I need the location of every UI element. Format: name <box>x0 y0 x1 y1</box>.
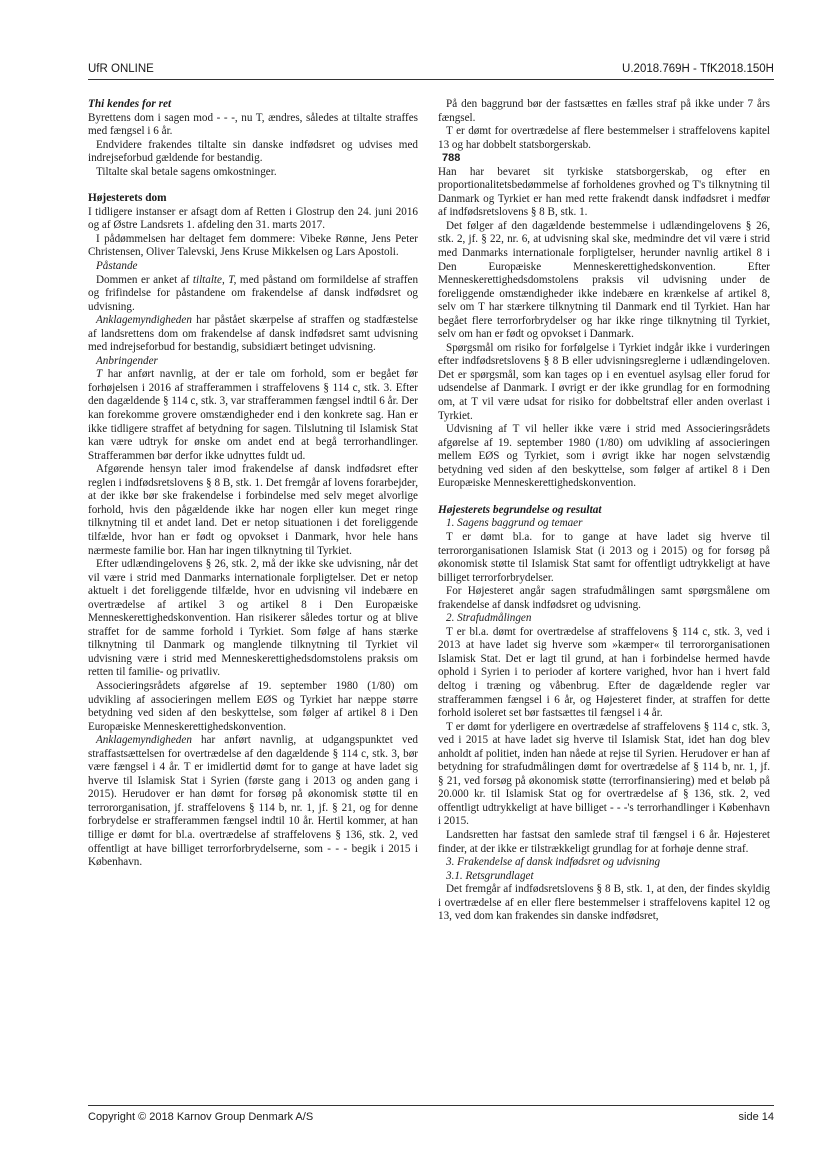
subheading: 1. Sagens baggrund og temaer <box>446 517 583 530</box>
text-run: med påstand om formildelse af straffen og frifindelse for påstandene om frakendelse af dansk indfødsret og udvisning. <box>88 273 419 313</box>
text-run: Anklagemyndigheden <box>96 314 192 327</box>
section-heading-thi: Thi kendes for ret <box>88 98 172 110</box>
paragraph <box>88 274 418 315</box>
text-run: T <box>96 368 103 381</box>
paragraph <box>88 734 418 869</box>
left-column <box>88 98 418 870</box>
paragraph: T er bl.a. dømt for overtrædelse af straffelovens § 114 c, stk. 3, ved i 2013 at have ladet sig hverve som »kæmper« til terrororganisationen Islamisk Stat. Det er lagt til grund, at han i forbindelse hermed havde ophold i Syrien i to perioder af kortere varighed, hvor han i hvert fald deltog i træning og våbenbrug. Efter de dagældende regler var strafferammen fængsel i 6 år, og Højesteret finder, at straffen for dette forhold isoleret set bør fastsættes til fængsel i 4 år. <box>438 625 770 720</box>
paragraph: Associeringsrådets afgørelse af 19. september 1980 (1/80) om udvikling af associeringen mellem EØS og Tyrkiet har næppe større betydning ved siden af den beskyttelse, som følger af artikel 8 i Den Europæiske Menneskerettighedskonvention. <box>88 679 418 733</box>
paragraph: Tiltalte skal betale sagens omkostninger. <box>96 165 277 178</box>
paragraph: Det fremgår af indfødsretslovens § 8 B, stk. 1, at den, der findes skyldig i overtrædelse af en eller flere bestemmelser i straffelovens kapitel 12 og 13, ved dom kan frakendes sin danske indfødsret, <box>438 883 770 923</box>
paragraph: På den baggrund bør der fastsættes en fælles straf på ikke under 7 års fængsel. <box>438 98 770 124</box>
paragraph: Udvisning af T vil heller ikke være i strid med Associeringsrådets afgørelse af 19. september 1980 (1/80) om udvikling af associeringen mellem EØS og Tyrkiet, som i øvrigt ikke har nogen selvstændig betydning ved siden af den beskyttelse, som følger af artikel 8 i Den Europæiske Menneskerettighedskonvention. <box>438 423 770 490</box>
page-header <box>88 63 774 79</box>
paragraph: Efter udlændingelovens § 26, stk. 2, må der ikke ske udvisning, når det vil være i strid med Danmarks internationale forpligtelser. Det er netop aktuelt i det foreliggende tilfælde, hvor en udvisning vil indebære en overtrædelse af artikel 3 og artikel 8 i Den Europæiske Menneskerettighedskonvention. Han risikerer således tortur og at blive straffet for de samme forhold i Tyrkiet. Som følge af hans stærke tilknytning til Danmark og manglende tilknytning til Tyrkiet vil udvisning være i strid med Menneskerettighedsdomstolens praksis om retten til familie- og privatliv. <box>88 558 418 679</box>
paragraph: I tidligere instanser er afsagt dom af Retten i Glostrup den 24. juni 2016 og af Østre Landsrets 1. afdeling den 31. marts 2017. <box>88 205 418 232</box>
paragraph: T er dømt bl.a. for to gange at have ladet sig hverve til terrororganisationen Islamisk Stat (i 2013 og i 2015) og for forsøg på økonomisk støtte til Islamisk Stat samt for offentligt udtrykkeligt at have billiget terrorforbrydelser. <box>438 530 770 584</box>
copyright-notice: Copyright © 2018 Karnov Group Denmark A/S <box>88 1111 314 1123</box>
page-number: side 14 <box>738 1111 774 1123</box>
paragraph: Byrettens dom i sagen mod - - -, nu T, ændres, således at tiltalte straffes med fængsel i 6 år. <box>88 111 418 138</box>
section-heading-hr-dom: Højesterets dom <box>88 192 167 205</box>
subheading-anbringender: Anbringender <box>96 354 158 367</box>
subheading: 2. Strafudmålingen <box>446 612 532 625</box>
paragraph: T er dømt for yderligere en overtrædelse af straffelovens § 114 c, stk. 3, ved i 2015 at have ladet sig hverve til Islamisk Stat, idet han dog blev anholdt af politiet, inden han nåede at rejse til Syrien. Herudover er han af betydning for strafudmålingen dømt for overtrædelse af § 114 b, nr. 1, jf. § 21, ved forsøg på økonomisk støtte (terrorfinansiering) med et beløb på 20.000 kr. til Islamisk Stat og for overtrædelse af § 136, stk. 2, ved offentligt udtrykkeligt at have billiget - - -'s terrorhandlinger i København i 2015. <box>438 720 770 828</box>
paragraph: Endvidere frakendes tiltalte sin danske indfødsret og udvises med indrejseforbud gældende for bestandig. <box>88 138 418 165</box>
subheading: 3. Frakendelse af dansk indfødsret og udvisning <box>446 856 661 869</box>
right-column <box>438 98 770 924</box>
paragraph: For Højesteret angår sagen strafudmålingen samt spørgsmålene om frakendelse af dansk indfødsret og udvisning. <box>438 585 770 611</box>
page-footer <box>88 1111 774 1125</box>
paragraph: Landsretten har fastsat den samlede straf til fængsel i 6 år. Højesteret finder, at der ikke er tilstrækkeligt grundlag for at forhøje denne straf. <box>438 828 770 855</box>
paragraph: Han har bevaret sit tyrkiske statsborgerskab, og efter en proportionalitetsbedømmelse af forholdenes grovhed og T's tilknytning til Danmark og Tyrkiet er han med rette frakendt dansk indfødsret i medfør af indfødsretslovens § 8 B, stk. 1. <box>438 165 770 219</box>
case-reference: U.2018.769H - TfK2018.150H <box>622 63 774 75</box>
paragraph: Spørgsmål om risiko for forfølgelse i Tyrkiet indgår ikke i vurderingen efter indfødsretslovens § 8 B eller udvisningsreglerne i udlændingeloven. Det er spørgsmål, som kan tages op i en eventuel asylsag eller forud for udsendelse af Danmark. I øvrigt er der ikke grundlag for en formodning om, at T vil være udsat for risiko for dobbeltstraf eller anden overlast i Tyrkiet. <box>438 341 770 422</box>
paragraph <box>88 368 418 463</box>
text-run: har påstået skærpelse af straffen og stadfæstelse af landsrettens dom om frakendelse af dansk indfødsret samt udvisning med indrejseforbud for bestandig, subsidiært betinget udvisning. <box>88 314 418 354</box>
paragraph: Afgørende hensyn taler imod frakendelse af dansk indfødsret efter reglen i indfødsretslovens § 8 B, stk. 1. Det fremgår af lovens forarbejder, at der ikke bør ske frakendelse i forbindelse med selv meget alvorlige forhold, hvis den pågældende ikke har nogen eller kun meget ringe tilknytning til et andet land. Det er netop situationen i det foreliggende tilfælde, hvor han er født og opvokset i Danmark, hvor hele hans nærmeste familie bor. Han har ingen tilknytning til Tyrkiet. <box>88 463 418 557</box>
footer-divider <box>88 1105 774 1106</box>
publication-name: UfR ONLINE <box>88 63 154 75</box>
header-divider <box>88 79 774 80</box>
text-run: har anført navnlig, at der er tale om forhold, som er begået før forhøjelsen i 2016 af strafferammen i straffelovens § 114 c, stk. 3. Efter den dagældende § 114 c, stk. 3, var strafferammen fængsel indtil 6 år. Der kan forekomme grovere omstændigheder end i den konkrete sag. Han er ikke tidligere straffet af betydning for sagen. Tilslutning til Islamisk Stat kan være udtryk for ønske om andet end at begå terrorhandlinger. Strafferammen bør derfor ikke udnyttes fuldt ud. <box>88 368 418 462</box>
paragraph <box>88 314 418 355</box>
text-run: Anklagemyndigheden <box>96 734 192 747</box>
paragraph: Det følger af den dagældende bestemmelse i udlændingelovens § 26, stk. 2, jf. § 22, nr. 6, at udvisning skal ske, medmindre det vil være i strid med Danmarks internationale forpligtelser, herunder navnlig artikel 8 i Den Europæiske Menneskerettighedskonvention. Efter Menneskerettighedsdomstolens praksis vil udvisning under de foreliggende omstændigheder ikke indebære en krænkelse af artikel 8, selv om T har stærkere tilknytning til Danmark end til Tyrkiet. Han har begået flere terrorforbrydelser og har ikke ringe tilknytning til Tyrkiet, selv om han er født og opvokset i Danmark. <box>438 219 770 341</box>
paragraph: T er dømt for overtrædelse af flere bestemmelser i straffelovens kapitel 13 og har dobbelt statsborgerskab. <box>438 125 770 151</box>
text-run: har anført navnlig, at udgangspunktet ved straffastsættelsen for overtrædelse af den dagældende § 114 c, stk. 3, bør være fængsel i 4 år. T er imidlertid dømt for to gange at have ladet sig hverve til Islamisk Stat i Syrien (første gang i 2013 og anden gang i 2015). Herudover er han dømt for forsøg på økonomisk støtte til en terrororganisation, jf. straffelovens § 114 b, nr. 1, jf. § 21, og for denne forbrydelse er strafferammen fængsel indtil 10 år. Hertil kommer, at han tillige er dømt for bl.a. overtrædelse af straffelovens § 136, stk. 2, ved offentligt at have billiget terrorforbrydelserne, som - - - begik i 2015 i København. <box>88 734 418 869</box>
text-run: tiltalte, T, <box>192 273 237 286</box>
paragraph: I pådømmelsen har deltaget fem dommere: Vibeke Rønne, Jens Peter Christensen, Oliver Talevski, Jens Kruse Mikkelsen og Lars Apostoli. <box>88 232 418 259</box>
text-run: Dommen er anket af <box>96 273 193 286</box>
original-page-number: 788 <box>442 152 461 165</box>
section-heading-begrundelse: Højesterets begrundelse og resultat <box>438 503 602 516</box>
subheading-paastande: Påstande <box>96 260 138 273</box>
subheading: 3.1. Retsgrundlaget <box>446 869 534 882</box>
